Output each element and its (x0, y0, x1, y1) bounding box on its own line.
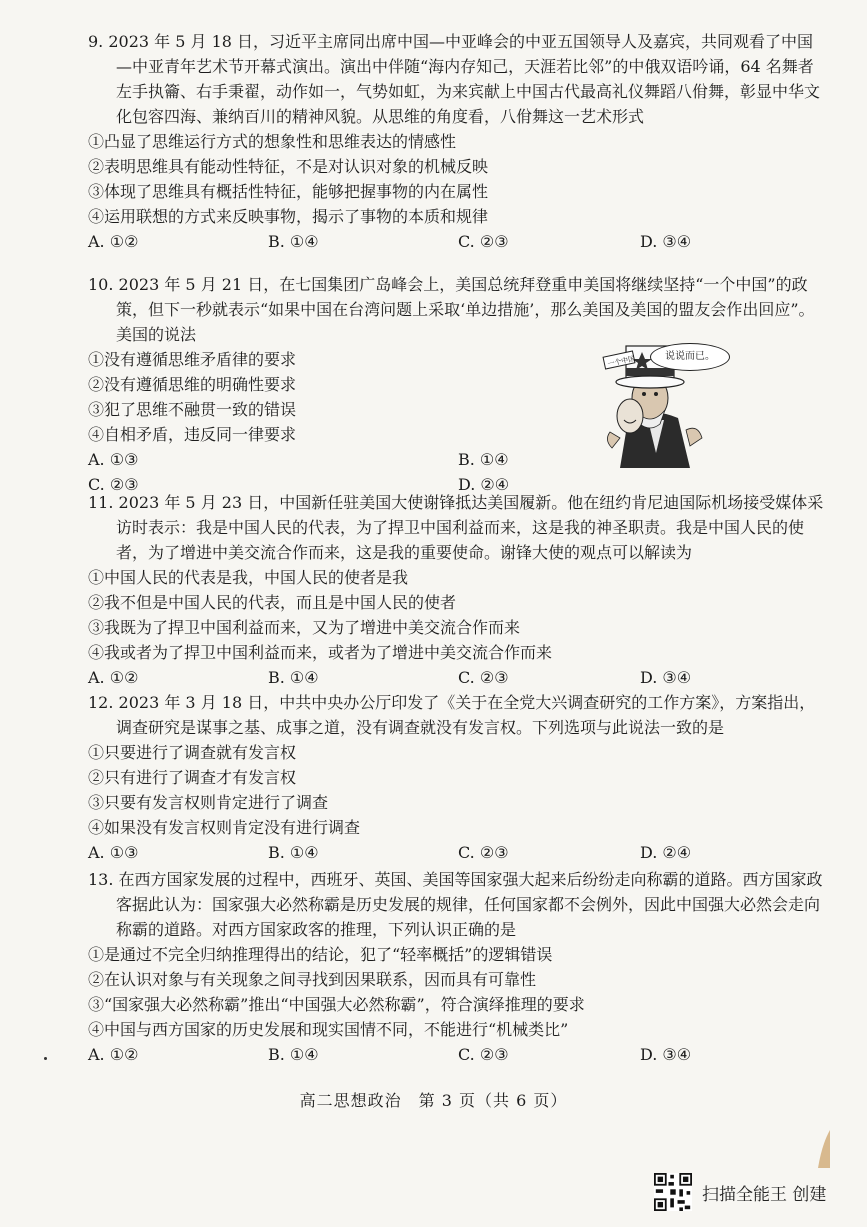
page-corner-shadow (816, 1130, 830, 1168)
speech-bubble: 说说而已。 (650, 343, 730, 371)
option-1: ①只要进行了调查就有发言权 (88, 743, 297, 762)
choice-d: D. ③④ (640, 232, 692, 251)
question-12 (88, 690, 828, 865)
answer-choices (88, 229, 828, 254)
option-4: ④自相矛盾，违反同一律要求 (88, 425, 297, 444)
choice-c: C. ②③ (88, 475, 139, 494)
question-stem: 13. 在西方国家发展的过程中，西班牙、英国、美国等国家强大起来后纷纷走向称霸的道路。西方国家政客据此认为：国家强大必然称霸是历史发展的规律，任何国家都不会例外，因此中国强大必然会走向称霸的道路。对西方国家政客的推理，下列认识正确的是 (88, 870, 823, 939)
question-stem: 9. 2023 年 5 月 18 日，习近平主席同出席中国—中亚峰会的中亚五国领导人及嘉宾，共同观看了中国—中亚青年艺术节开幕式演出。演出中伴随“海内存知己，天涯若比邻”的中俄双语吟诵，64 名舞者左手执籥、右手秉翟，动作如一，气势如虹，为来宾献上中国古代最高礼仪舞蹈八佾舞，彰显中华文化包容四海、兼纳百川的精神风貌。从思维的角度看，八佾舞这一艺术形式 (88, 32, 821, 126)
option-2: ②在认识对象与有关现象之间寻找到因果联系，因而具有可靠性 (88, 970, 537, 989)
choice-c: C. ②③ (458, 843, 509, 862)
option-4: ④运用联想的方式来反映事物，揭示了事物的本质和规律 (88, 207, 489, 226)
scanner-watermark (654, 1170, 826, 1214)
option-1: ①凸显了思维运行方式的想象性和思维表达的情感性 (88, 132, 457, 151)
choice-c: C. ②③ (458, 668, 509, 687)
qr-code-icon (654, 1173, 692, 1211)
option-2: ②只有进行了调查才有发言权 (88, 768, 297, 787)
option-2: ②我不但是中国人民的代表，而且是中国人民的使者 (88, 593, 457, 612)
option-3: ③体现了思维具有概括性特征，能够把握事物的内在属性 (88, 182, 489, 201)
question-13 (88, 867, 828, 1067)
answer-choices (88, 665, 828, 690)
option-3: ③我既为了捍卫中国利益而来，又为了增进中美交流合作而来 (88, 618, 521, 637)
option-4: ④我或者为了捍卫中国利益而来，或者为了增进中美交流合作而来 (88, 643, 553, 662)
option-2: ②没有遵循思维的明确性要求 (88, 375, 297, 394)
choice-b: B. ①④ (268, 1045, 319, 1064)
scan-speck (44, 1057, 47, 1060)
choice-c: C. ②③ (458, 1045, 509, 1064)
question-stem: 10. 2023 年 5 月 21 日，在七国集团广岛峰会上，美国总统拜登重申美国将继续坚持“一个中国”的政策，但下一秒就表示“如果中国在台湾问题上采取‘单边措施’，那么美国及美国的盟友会作出回应”。美国的说法 (88, 275, 815, 344)
choice-b: B. ①④ (268, 843, 319, 862)
choice-a: A. ①② (88, 1045, 139, 1064)
choice-a: A. ①③ (88, 843, 139, 862)
choice-d: D. ②④ (458, 475, 510, 494)
choice-b: B. ①④ (458, 450, 509, 469)
question-11 (88, 490, 828, 690)
page-footer: 高二思想政治 第 3 页（共 6 页） (299, 1091, 568, 1110)
hat-banner-text: 一个中国 (606, 354, 636, 369)
choice-d: D. ③④ (640, 1045, 692, 1064)
option-3: ③只要有发言权则肯定进行了调查 (88, 793, 329, 812)
option-4: ④如果没有发言权则肯定没有进行调查 (88, 818, 361, 837)
option-1: ①中国人民的代表是我，中国人民的使者是我 (88, 568, 409, 587)
choice-b: B. ①④ (268, 232, 319, 251)
choice-b: B. ①④ (268, 668, 319, 687)
choice-d: D. ②④ (640, 843, 692, 862)
option-1: ①是通过不完全归纳推理得出的结论，犯了“轻率概括”的逻辑错误 (88, 945, 553, 964)
question-stem: 12. 2023 年 3 月 18 日，中共中央办公厅印发了《关于在全党大兴调查研究的工作方案》，方案指出，调查研究是谋事之基、成事之道，没有调查就没有发言权。下列选项与此说法一致的是 (88, 693, 816, 737)
answer-choices (88, 840, 828, 865)
answer-choices (88, 1042, 828, 1067)
option-3: ③犯了思维不融贯一致的错误 (88, 400, 297, 419)
option-3: ③“国家强大必然称霸”推出“中国强大必然称霸”，符合演绎推理的要求 (88, 995, 585, 1014)
question-stem: 11. 2023 年 5 月 23 日，中国新任驻美国大使谢锋抵达美国履新。他在纽约肯尼迪国际机场接受媒体采访时表示：我是中国人民的代表，为了捍卫中国利益而来，这是我的神圣职责。我是中国人民的使者，为了增进中美交流合作而来，这是我的重要使命。谢锋大使的观点可以解读为 (88, 493, 824, 562)
choice-d: D. ③④ (640, 668, 692, 687)
choice-a: A. ①③ (88, 450, 139, 469)
option-4: ④中国与西方国家的历史发展和现实国情不同，不能进行“机械类比” (88, 1020, 569, 1039)
choice-c: C. ②③ (458, 232, 509, 251)
option-2: ②表明思维具有能动性特征，不是对认识对象的机械反映 (88, 157, 489, 176)
choice-a: A. ①② (88, 232, 139, 251)
choice-a: A. ①② (88, 668, 139, 687)
scanner-watermark-text: 扫描全能王 创建 (702, 1184, 827, 1205)
option-1: ①没有遵循思维矛盾律的要求 (88, 350, 297, 369)
question-9 (88, 29, 828, 254)
